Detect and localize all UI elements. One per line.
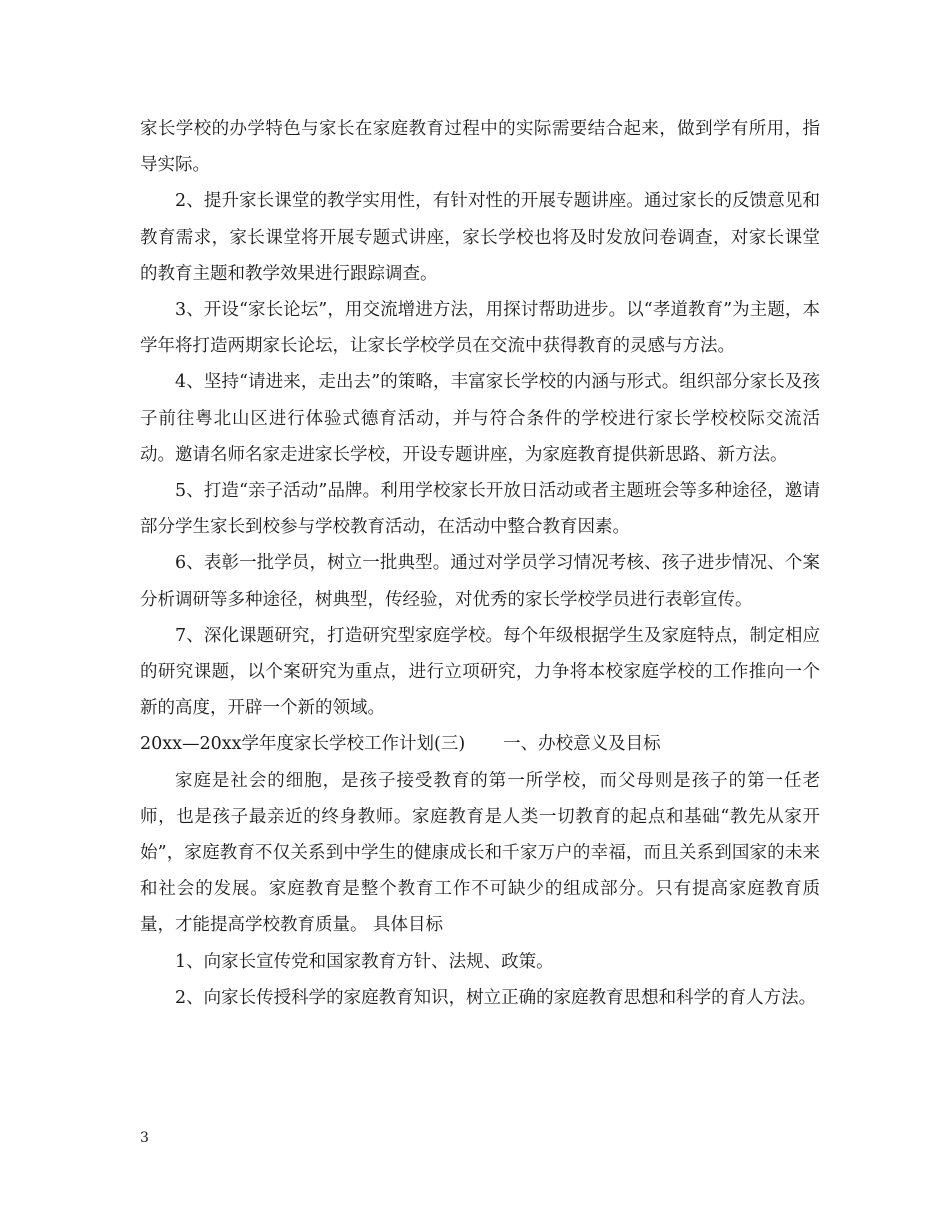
paragraph-item-5: 5、打造“亲子活动”品牌。利用学校家长开放日活动或者主题班会等多种途径，邀请部分学生家长到校参与学校教育活动，在活动中整合教育因素。 xyxy=(140,481,820,538)
paragraph-goal-1: 1、向家长宣传党和国家教育方针、法规、政策。 xyxy=(175,951,554,972)
paragraph-item-3: 3、开设“家长论坛”，用交流增进方法，用探讨帮助进步。以“孝道教育”为主题，本学年将打造两期家长论坛，让家长学校学员在交流中获得教育的灵感与方法。 xyxy=(140,300,820,357)
section-title: 20xx—20xx学年度家长学校工作计划(三) xyxy=(140,734,466,755)
paragraph-item-6: 6、表彰一批学员，树立一批典型。通过对学员学习情况考核、孩子进步情况、个案分析调研等多种途径，树典型，传经验，对优秀的家长学校学员进行表彰宣传。 xyxy=(140,553,820,610)
paragraph-goal-2: 2、向家长传授科学的家庭教育知识，树立正确的家庭教育思想和科学的育人方法。 xyxy=(175,987,817,1008)
paragraph-item-2: 2、提升家长课堂的教学实用性，有针对性的开展专题讲座。通过家长的反馈意见和教育需求，家长课堂将开展专题式讲座，家长学校也将及时发放问卷调查，对家长课堂的教育主题和教学效果进行跟踪调查。 xyxy=(140,191,820,284)
paragraph-item-4: 4、坚持“请进来，走出去”的策略，丰富家长学校的内涵与形式。组织部分家长及孩子前往粤北山区进行体验式德育活动，并与符合条件的学校进行家长学校校际交流活动。邀请名师名家走进家长学校，开设专题讲座，为家庭教育提供新思路、新方法。 xyxy=(140,372,820,465)
page-number: 3 xyxy=(140,1130,149,1146)
section-heading: 一、办校意义及目标 xyxy=(503,734,661,755)
section-title-line xyxy=(140,726,820,762)
document-body xyxy=(140,111,820,1016)
paragraph-item-7: 7、深化课题研究，打造研究型家庭学校。每个年级根据学生及家庭特点，制定相应的研究课题，以个案研究为重点，进行立项研究，力争将本校家庭学校的工作推向一个新的高度，开辟一个新的领域。 xyxy=(140,625,820,719)
paragraph-continuation: 家长学校的办学特色与家长在家庭教育过程中的实际需要结合起来，做到学有所用，指导实际。 xyxy=(140,119,820,176)
paragraph-intro: 家庭是社会的细胞，是孩子接受教育的第一所学校，而父母则是孩子的第一任老师，也是孩子最亲近的终身教师。家庭教育是人类一切教育的起点和基础“教先从家开始”，家庭教育不仅关系到中学生的健康成长和千家万户的幸福，而且关系到国家的未来和社会的发展。家庭教育是整个教育工作不可缺少的组成部分。只有提高家庭教育质量，才能提高学校教育质量。 具体目标 xyxy=(140,770,820,936)
